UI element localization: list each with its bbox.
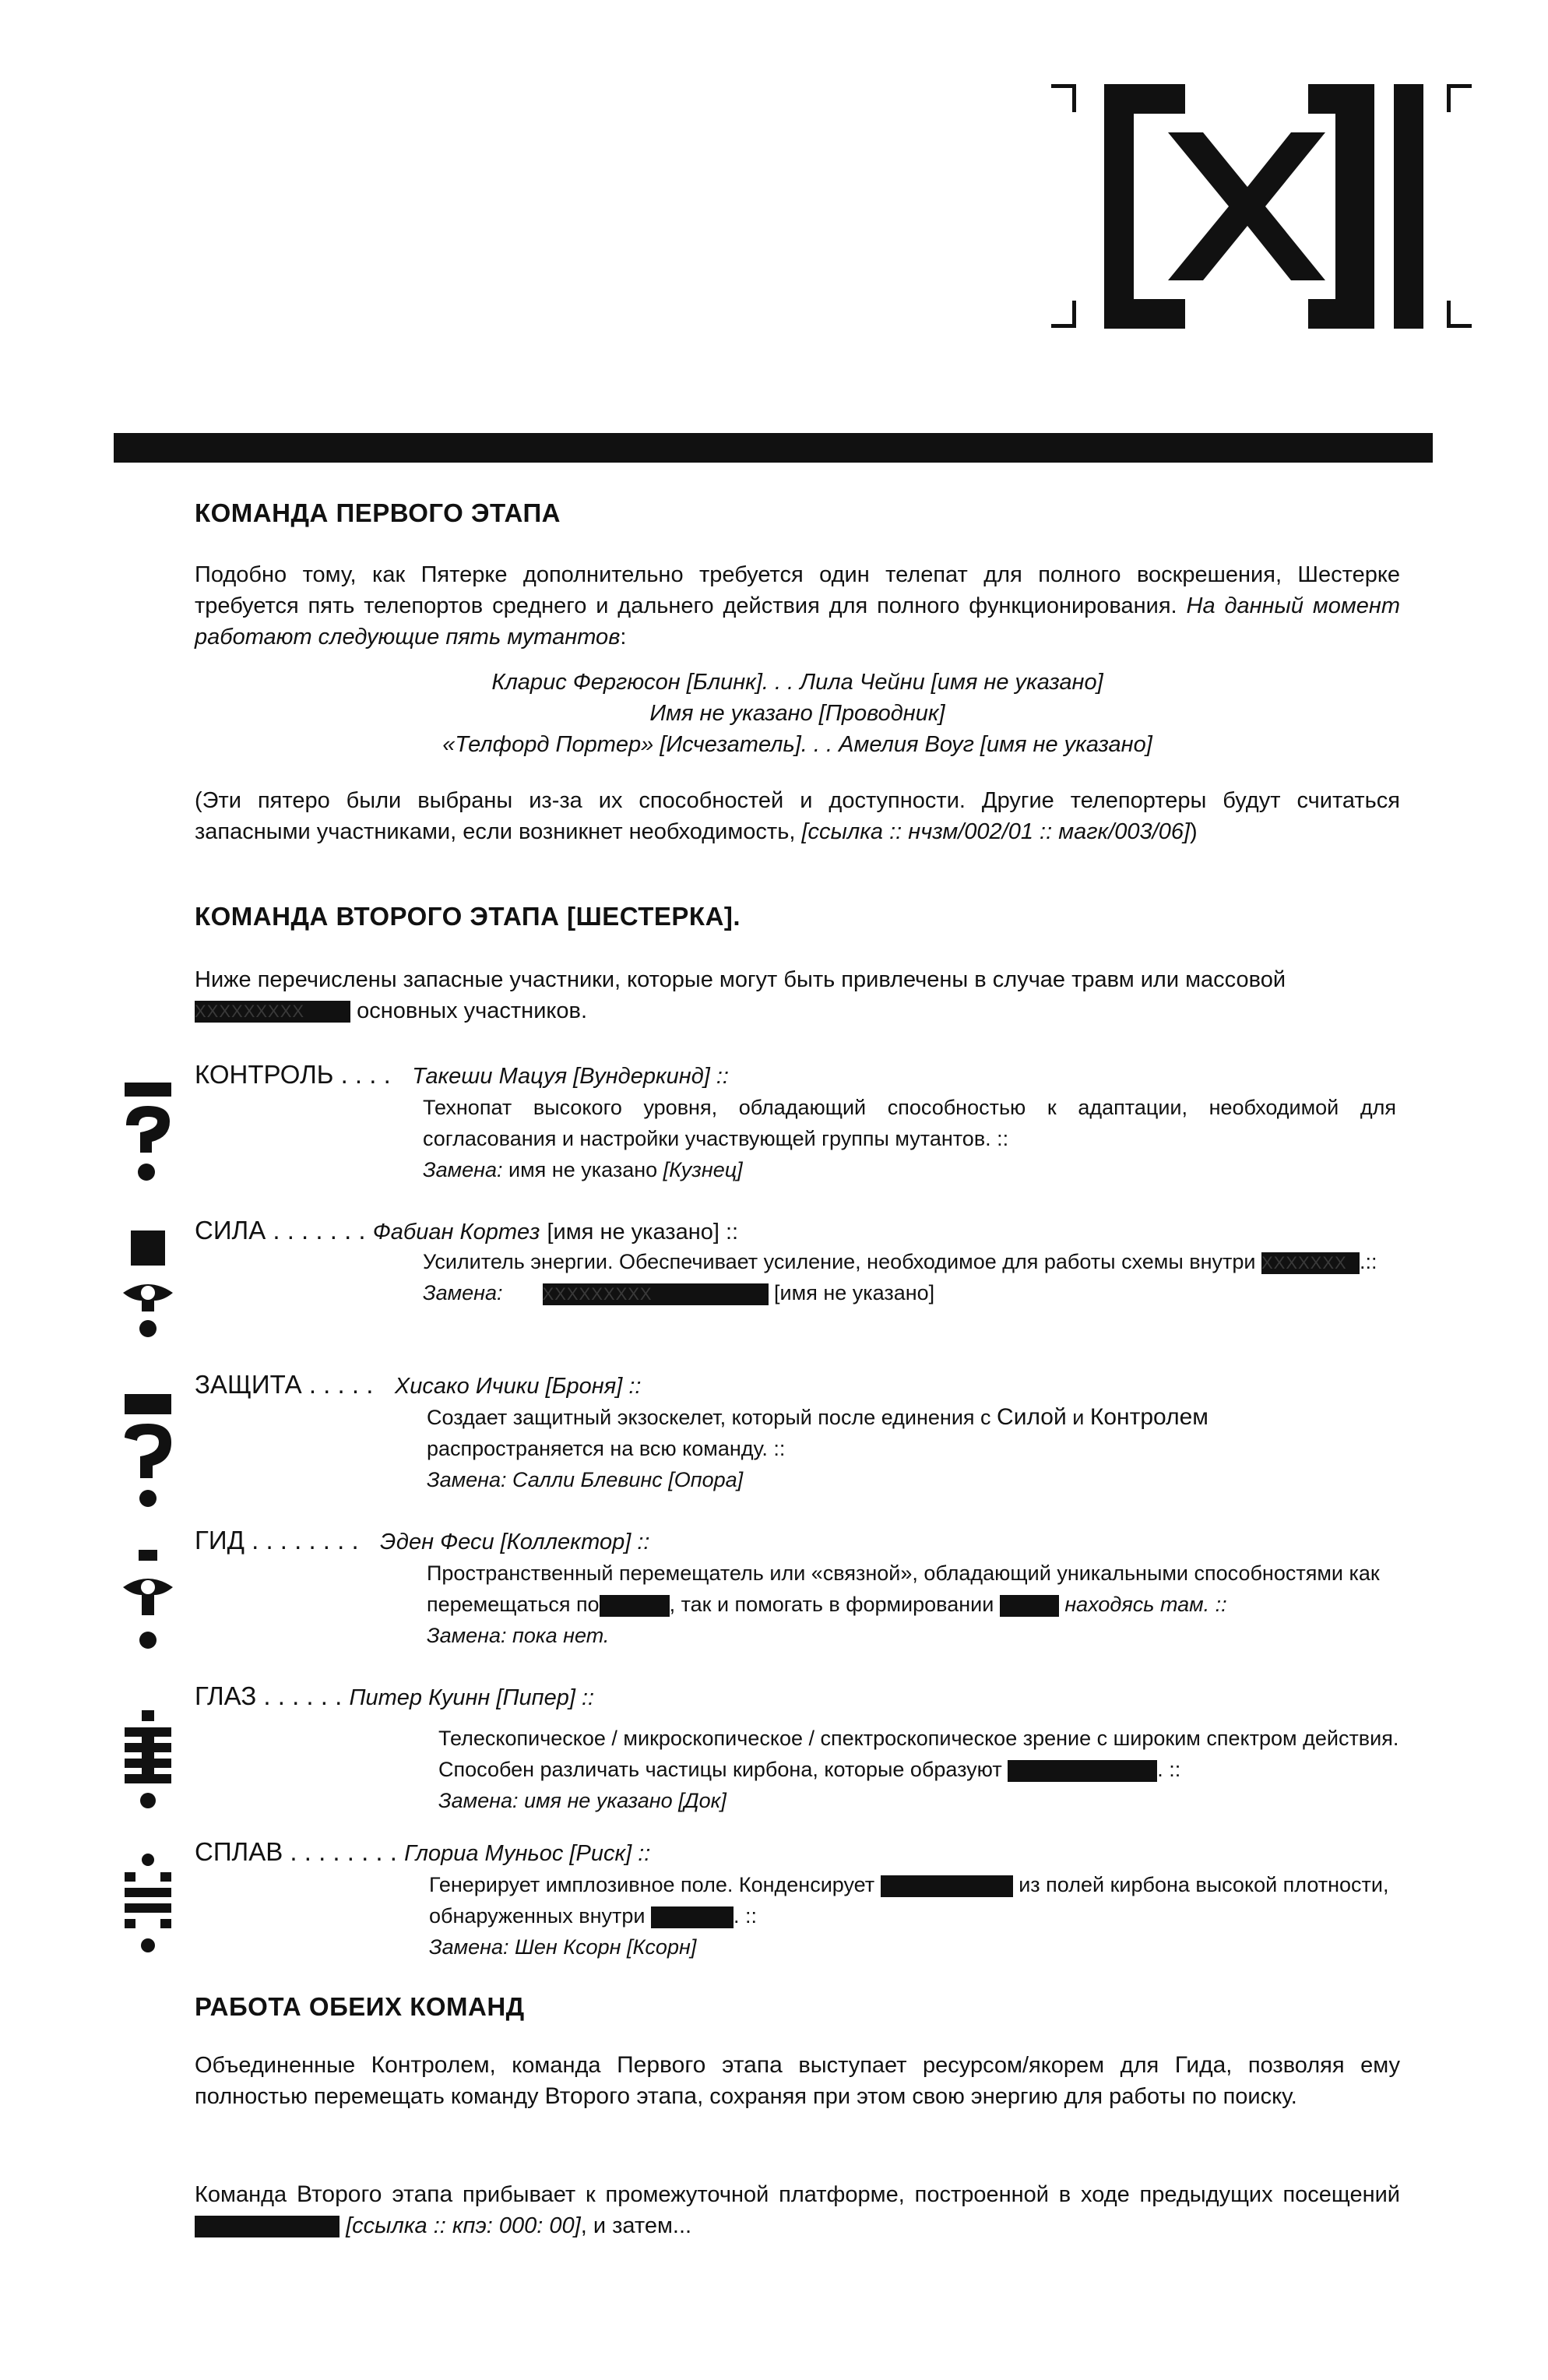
header-bar <box>114 433 1433 463</box>
role-power-detail <box>423 1246 1396 1308</box>
section-one-intro <box>195 559 1400 653</box>
role-substitute: Замена: имя не указано [Док] <box>438 1789 727 1812</box>
role-description-end: . :: <box>1157 1758 1181 1781</box>
role-substitute-value: имя не указано <box>508 1158 658 1181</box>
intro-text: основных участников. <box>357 998 587 1023</box>
role-substitute-tag: [Кузнец] <box>663 1158 743 1181</box>
role-title: ГЛАЗ . . . . . . <box>195 1681 343 1710</box>
para-text: Команда <box>195 2182 287 2207</box>
role-substitute-label: Замена: <box>423 1158 503 1181</box>
role-title: КОНТРОЛЬ . . . . <box>195 1060 391 1089</box>
redacted-block <box>195 2216 340 2237</box>
role-description: Пространственный перемещатель или «связной», обладающий уникальными способностями как перемещаться по <box>427 1561 1380 1616</box>
term-phase-two: Второго этапа <box>296 2181 453 2207</box>
role-description-end: .:: <box>1359 1250 1377 1273</box>
role-substitute: Замена: Салли Блевинс [Опора] <box>427 1468 744 1491</box>
redacted-block <box>600 1595 670 1617</box>
redacted-block: XXXXXXXXX <box>543 1283 769 1305</box>
role-description: Создает защитный экзоскелет, который после единения с <box>427 1406 991 1429</box>
section-two-intro <box>195 964 1324 1026</box>
term-guide: Гида <box>1174 2052 1226 2078</box>
redacted-block <box>1000 1595 1059 1617</box>
role-member: Эден Феси [Коллектор] :: <box>380 1530 650 1554</box>
role-description-end: . :: <box>733 1904 757 1928</box>
role-description: Телескопическое / микроскопическое / спектроскопическое зрение с широким спектром действия. Способен различать частицы кирбона, которые образуют <box>438 1727 1399 1781</box>
section-heading-phase-two: КОМАНДА ВТОРОГО ЭТАПА [ШЕСТЕРКА]. <box>195 902 741 931</box>
intro-text: Подобно тому, как Пятерке дополнительно требуется один телепат для полного воскрешения, Шестерке требуется пять телепортов среднего и дальнего действия для полного функционирования. <box>195 562 1400 618</box>
redacted-block: XXXXXXX <box>1261 1252 1360 1274</box>
role-description-end: находясь там. :: <box>1064 1593 1227 1616</box>
section-heading-both-teams: РАБОТА ОБЕИХ КОМАНД <box>195 1992 525 2021</box>
section-three-paragraph-two <box>195 2179 1400 2241</box>
note-reference: [ссылка :: нчзм/002/01 :: магк/003/06] <box>801 819 1191 844</box>
redacted-block <box>651 1906 734 1928</box>
intro-text-italic: На данный момент работают следующие пять мутантов <box>195 593 1400 650</box>
glyph-control-icon <box>117 1083 179 1184</box>
role-substitute-label: Замена: <box>423 1281 503 1304</box>
role-member: Глориа Муньос [Риск] :: <box>404 1841 651 1866</box>
term-phase-two: Второго этапа <box>544 2083 698 2109</box>
para-text: Объединенные <box>195 2053 356 2078</box>
section-three-paragraph-one <box>195 2050 1400 2112</box>
glyph-alloy-icon <box>117 1854 179 1955</box>
role-substitute: Замена: пока нет. <box>427 1624 610 1647</box>
role-control <box>195 1059 729 1092</box>
mutant-list <box>195 667 1400 760</box>
glyph-power-icon <box>117 1230 179 1340</box>
mutant-line: Имя не указано [Проводник] <box>649 701 945 726</box>
para-text: прибывает к промежуточной платформе, построенной в ходе предыдущих посещений <box>463 2182 1400 2207</box>
term-control: Контролем <box>1089 1404 1208 1430</box>
role-description-cont: распространяется на всю команду. :: <box>427 1437 786 1460</box>
role-eye-detail <box>438 1723 1412 1816</box>
x-logo <box>1051 78 1472 335</box>
section-one-note <box>195 785 1400 847</box>
para-text: , и затем... <box>580 2213 692 2238</box>
term-power: Силой <box>997 1404 1067 1430</box>
redacted-block <box>881 1875 1013 1897</box>
role-description-conj: и <box>1072 1406 1085 1429</box>
section-heading-phase-one: КОМАНДА ПЕРВОГО ЭТАПА <box>195 498 561 527</box>
role-control-detail <box>423 1092 1396 1185</box>
role-member: Хисако Ичики [Броня] :: <box>394 1374 642 1399</box>
role-title: СПЛАВ . . . . . . . . <box>195 1837 397 1866</box>
para-text: выступает ресурсом/якорем для <box>798 2053 1159 2078</box>
role-description: Генерирует имплозивное поле. Конденсирует <box>429 1873 875 1896</box>
redacted-block: XXXXXXXXX <box>195 1001 350 1023</box>
para-reference: [ссылка :: кпэ: 000: 00] <box>346 2213 581 2238</box>
intro-text: Ниже перечислены запасные участники, которые могут быть привлечены в случае травм или массовой <box>195 967 1286 992</box>
role-description-mid: , так и помогать в формировании <box>669 1593 994 1616</box>
mutant-line: «Телфорд Портер» [Исчезатель]. . . Амелия Воуг [имя не указано] <box>442 732 1152 757</box>
role-member: Такеши Мацуя [Вундеркинд] :: <box>412 1064 729 1089</box>
role-shield-detail <box>427 1402 1400 1495</box>
role-description-mid: из полей кирбона высокой плотности, обнаруженных внутри <box>429 1873 1389 1928</box>
role-title: ГИД . . . . . . . . <box>195 1526 359 1554</box>
redacted-block <box>1008 1760 1157 1782</box>
role-alloy-detail <box>429 1869 1402 1963</box>
role-member-tag: [имя не указано] :: <box>547 1220 739 1245</box>
role-guide <box>195 1525 649 1558</box>
mutant-line: Кларис Фергюсон [Блинк]. . . Лила Чейни [имя не указано] <box>491 670 1103 695</box>
glyph-shield-icon <box>117 1394 179 1511</box>
role-guide-detail <box>427 1558 1400 1651</box>
role-title: СИЛА . . . . . . . <box>195 1216 366 1245</box>
note-text: (Эти пятеро были выбраны из-за их способностей и доступности. Другие телепортеры будут считаться запасными участниками, если возникнет необходимость, <box>195 788 1400 844</box>
role-power <box>195 1215 738 1248</box>
glyph-guide-icon <box>117 1550 179 1659</box>
note-close: ) <box>1190 819 1198 844</box>
role-member: Фабиан Кортез <box>372 1220 540 1245</box>
role-description: Технопат высокого уровня, обладающий способностью к адаптации, необходимой для согласования и настройки участвующей группы мутантов. :: <box>423 1096 1396 1150</box>
role-eye <box>195 1681 594 1713</box>
role-shield <box>195 1369 641 1402</box>
role-substitute-tag: [имя не указано] <box>774 1281 935 1304</box>
role-title: ЗАЩИТА . . . . . <box>195 1370 374 1399</box>
term-phase-one: Первого этапа <box>617 2052 783 2078</box>
term-control: Контролем <box>371 2052 490 2078</box>
role-substitute: Замена: Шен Ксорн [Ксорн] <box>429 1935 697 1959</box>
intro-colon: : <box>620 625 627 650</box>
role-member: Питер Куинн [Пипер] :: <box>349 1685 595 1710</box>
role-alloy <box>195 1836 650 1869</box>
glyph-eye-icon <box>117 1710 179 1811</box>
role-description: Усилитель энергии. Обеспечивает усиление, необходимое для работы схемы внутри <box>423 1250 1256 1273</box>
para-text: , команда <box>489 2053 601 2078</box>
para-text: , сохраняя при этом свою энергию для работы по поиску. <box>697 2084 1297 2109</box>
para-text: , позволяя ему полностью перемещать команду <box>195 2053 1401 2109</box>
